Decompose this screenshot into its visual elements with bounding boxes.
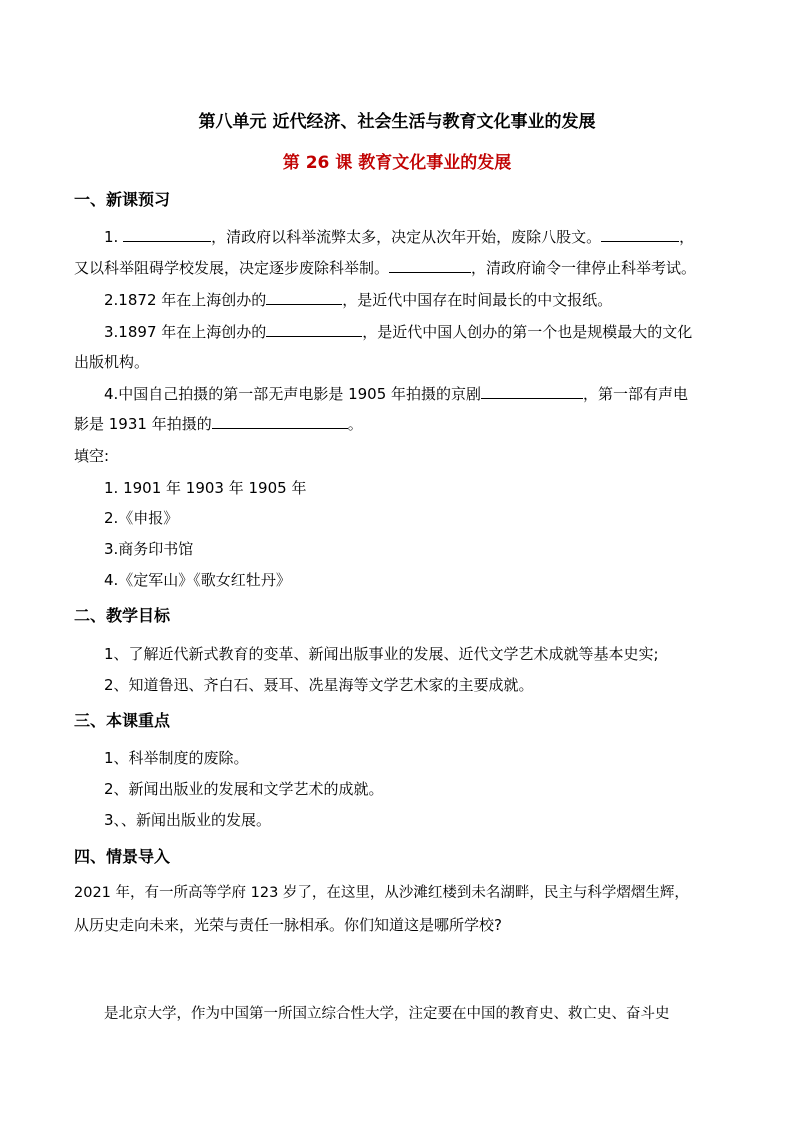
goal-item: 2、知道鲁迅、齐白石、聂耳、冼星海等文学艺术家的主要成就。 bbox=[104, 676, 534, 694]
goal-item: 1、了解近代新式教育的变革、新闻出版事业的发展、近代文学艺术成就等基本史实; bbox=[104, 645, 659, 663]
question-4-text-d: 。 bbox=[347, 415, 363, 433]
answer-blank[interactable] bbox=[266, 322, 362, 337]
question-1-number: 1. bbox=[104, 228, 119, 246]
question-4-line-2 bbox=[74, 414, 363, 434]
section-heading-preview: 一、新课预习 bbox=[74, 190, 171, 209]
question-4-text-a: 4.中国自己拍摄的第一部无声电影是 1905 年拍摄的京剧 bbox=[104, 385, 482, 403]
answer-blank[interactable] bbox=[389, 258, 471, 273]
keypoint-item: 2、新闻出版业的发展和文学艺术的成就。 bbox=[104, 780, 384, 798]
answers-label: 填空: bbox=[74, 447, 110, 465]
question-1-text-a: ，清政府以科举流弊太多，决定从次年开始，废除八股文。 bbox=[211, 228, 602, 246]
question-3-text-b: ，是近代中国人创办的第一个也是规模最大的文化 bbox=[362, 323, 693, 341]
answer-blank[interactable] bbox=[266, 290, 342, 305]
question-3-line-1 bbox=[104, 322, 692, 342]
answer-blank[interactable] bbox=[601, 227, 679, 242]
answer-blank[interactable] bbox=[123, 227, 211, 242]
question-1-text-c: 又以科举阻碍学校发展，决定逐步废除科举制。 bbox=[74, 259, 390, 277]
question-1-line-2 bbox=[74, 258, 696, 278]
unit-title: 第八单元 近代经济、社会生活与教育文化事业的发展 bbox=[198, 112, 596, 132]
keypoint-item: 1、科举制度的废除。 bbox=[104, 749, 249, 767]
answer-item: 2.《申报》 bbox=[104, 509, 179, 527]
section-heading-keypoints: 三、本课重点 bbox=[74, 711, 171, 730]
answer-blank[interactable] bbox=[212, 414, 348, 429]
question-1-text-b: ， bbox=[679, 228, 695, 246]
intro-paragraph-line-1: 2021 年，有一所高等学府 123 岁了，在这里，从沙滩红楼到未名湖畔，民主与科学熠熠生辉， bbox=[74, 885, 689, 901]
section-heading-intro: 四、情景导入 bbox=[74, 847, 171, 866]
question-4-text-b: ，第一部有声电 bbox=[583, 385, 689, 403]
answer-item: 1. 1901 年 1903 年 1905 年 bbox=[104, 479, 307, 497]
question-2-text-a: 2.1872 年在上海创办的 bbox=[104, 291, 267, 309]
intro-answer-line-1: 是北京大学，作为中国第一所国立综合性大学，注定要在中国的教育史、救亡史、奋斗史 bbox=[104, 1006, 670, 1022]
answer-blank[interactable] bbox=[481, 384, 583, 399]
keypoint-item: 3、、新闻出版业的发展。 bbox=[104, 811, 272, 829]
question-3-text-a: 3.1897 年在上海创办的 bbox=[104, 323, 267, 341]
question-4-text-c: 影是 1931 年拍摄的 bbox=[74, 415, 212, 433]
intro-paragraph-line-2: 从历史走向未来，光荣与责任一脉相承。你们知道这是哪所学校? bbox=[74, 916, 502, 934]
question-1-text-d: ，清政府谕令一律停止科举考试。 bbox=[471, 259, 697, 277]
question-4-line-1 bbox=[104, 384, 688, 404]
answer-item: 4.《定军山》《歌女红牡丹》 bbox=[104, 571, 291, 589]
question-2-text-b: ，是近代中国存在时间最长的中文报纸。 bbox=[342, 291, 613, 309]
section-heading-goals: 二、教学目标 bbox=[74, 606, 171, 625]
question-2 bbox=[104, 290, 612, 310]
lesson-title: 第 26 课 教育文化事业的发展 bbox=[282, 153, 512, 173]
question-1-line-1 bbox=[104, 227, 694, 247]
question-3-line-2: 出版机构。 bbox=[74, 353, 150, 371]
answer-item: 3.商务印书馆 bbox=[104, 540, 194, 558]
